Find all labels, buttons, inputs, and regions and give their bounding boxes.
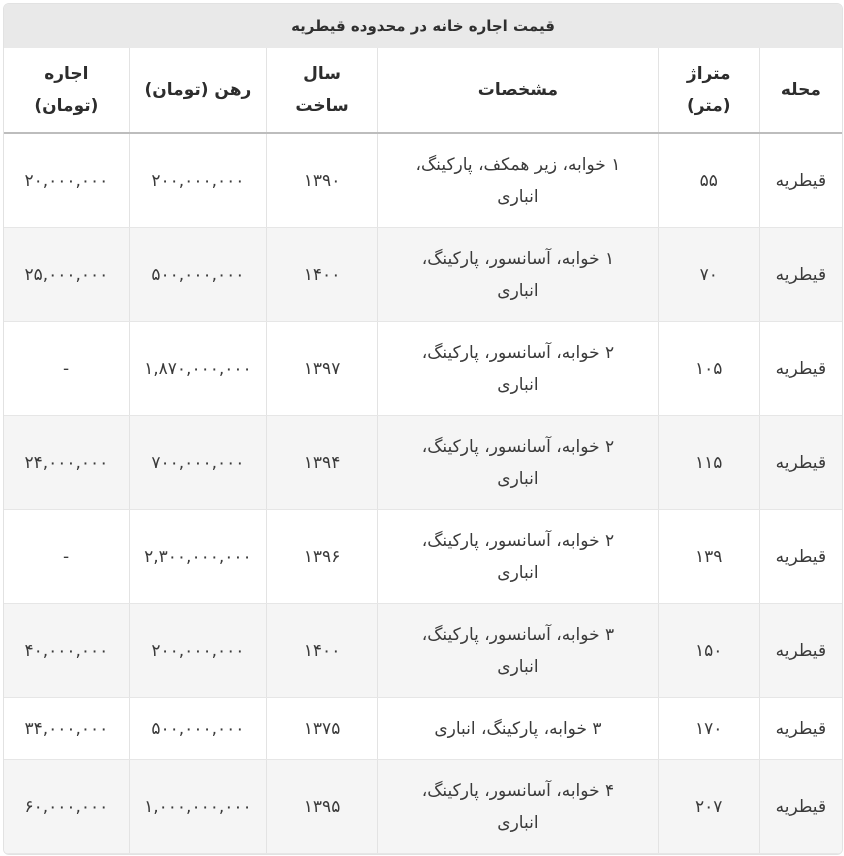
- cell-build-year: ۱۳۹۵: [267, 760, 378, 854]
- cell-build-year: ۱۳۹۷: [267, 322, 378, 416]
- cell-rent: -: [4, 510, 129, 604]
- cell-rent: -: [4, 322, 129, 416]
- table-row: [4, 228, 842, 322]
- cell-rent: ۳۴,۰۰۰,۰۰۰: [4, 698, 129, 760]
- table-row: [4, 760, 842, 854]
- cell-area: ۷۰: [658, 228, 759, 322]
- cell-features: ۱ خوابه، زیر همکف، پارکینگ، انباری: [378, 133, 659, 228]
- cell-features: ۱ خوابه، آسانسور، پارکینگ، انباری: [378, 228, 659, 322]
- cell-features: ۳ خوابه، پارکینگ، انباری: [378, 698, 659, 760]
- cell-neighborhood: قیطریه: [759, 133, 842, 228]
- cell-rent: ۲۰,۰۰۰,۰۰۰: [4, 133, 129, 228]
- table-row: [4, 604, 842, 698]
- cell-neighborhood: قیطریه: [759, 760, 842, 854]
- cell-features: ۴ خوابه، آسانسور، پارکینگ، انباری: [378, 760, 659, 854]
- cell-features: ۳ خوابه، آسانسور، پارکینگ، انباری: [378, 604, 659, 698]
- cell-rent: ۲۵,۰۰۰,۰۰۰: [4, 228, 129, 322]
- cell-neighborhood: قیطریه: [759, 510, 842, 604]
- table-body: [4, 133, 842, 854]
- cell-deposit: ۵۰۰,۰۰۰,۰۰۰: [129, 698, 266, 760]
- cell-rent: ۲۴,۰۰۰,۰۰۰: [4, 416, 129, 510]
- cell-build-year: ۱۳۹۰: [267, 133, 378, 228]
- cell-area: ۵۵: [658, 133, 759, 228]
- cell-deposit: ۲۰۰,۰۰۰,۰۰۰: [129, 133, 266, 228]
- cell-build-year: ۱۳۷۵: [267, 698, 378, 760]
- cell-deposit: ۲,۳۰۰,۰۰۰,۰۰۰: [129, 510, 266, 604]
- header-deposit: رهن (تومان): [129, 48, 266, 133]
- cell-neighborhood: قیطریه: [759, 604, 842, 698]
- cell-area: ۱۰۵: [658, 322, 759, 416]
- cell-deposit: ۵۰۰,۰۰۰,۰۰۰: [129, 228, 266, 322]
- cell-rent: ۶۰,۰۰۰,۰۰۰: [4, 760, 129, 854]
- cell-area: ۱۱۵: [658, 416, 759, 510]
- table-caption: قیمت اجاره خانه در محدوده قیطریه: [4, 4, 842, 48]
- cell-area: ۲۰۷: [658, 760, 759, 854]
- cell-neighborhood: قیطریه: [759, 416, 842, 510]
- cell-area: ۱۵۰: [658, 604, 759, 698]
- cell-rent: ۴۰,۰۰۰,۰۰۰: [4, 604, 129, 698]
- cell-neighborhood: قیطریه: [759, 698, 842, 760]
- table-header: [4, 48, 842, 133]
- cell-deposit: ۱,۰۰۰,۰۰۰,۰۰۰: [129, 760, 266, 854]
- table-row: [4, 416, 842, 510]
- cell-area: ۱۷۰: [658, 698, 759, 760]
- cell-deposit: ۱,۸۷۰,۰۰۰,۰۰۰: [129, 322, 266, 416]
- cell-build-year: ۱۳۹۴: [267, 416, 378, 510]
- table-row: [4, 133, 842, 228]
- header-row: [4, 48, 842, 133]
- cell-features: ۲ خوابه، آسانسور، پارکینگ، انباری: [378, 510, 659, 604]
- header-area: متراژ (متر): [658, 48, 759, 133]
- rent-price-table-container: [3, 3, 843, 855]
- cell-build-year: ۱۴۰۰: [267, 228, 378, 322]
- cell-deposit: ۷۰۰,۰۰۰,۰۰۰: [129, 416, 266, 510]
- table-row: [4, 698, 842, 760]
- table-row: [4, 322, 842, 416]
- cell-build-year: ۱۳۹۶: [267, 510, 378, 604]
- cell-build-year: ۱۴۰۰: [267, 604, 378, 698]
- header-rent: اجاره (تومان): [4, 48, 129, 133]
- cell-features: ۲ خوابه، آسانسور، پارکینگ، انباری: [378, 322, 659, 416]
- cell-features: ۲ خوابه، آسانسور، پارکینگ، انباری: [378, 416, 659, 510]
- rent-price-table: [4, 48, 842, 854]
- header-build-year: سال ساخت: [267, 48, 378, 133]
- table-row: [4, 510, 842, 604]
- header-neighborhood: محله: [759, 48, 842, 133]
- cell-neighborhood: قیطریه: [759, 322, 842, 416]
- cell-neighborhood: قیطریه: [759, 228, 842, 322]
- cell-deposit: ۲۰۰,۰۰۰,۰۰۰: [129, 604, 266, 698]
- header-features: مشخصات: [378, 48, 659, 133]
- cell-area: ۱۳۹: [658, 510, 759, 604]
